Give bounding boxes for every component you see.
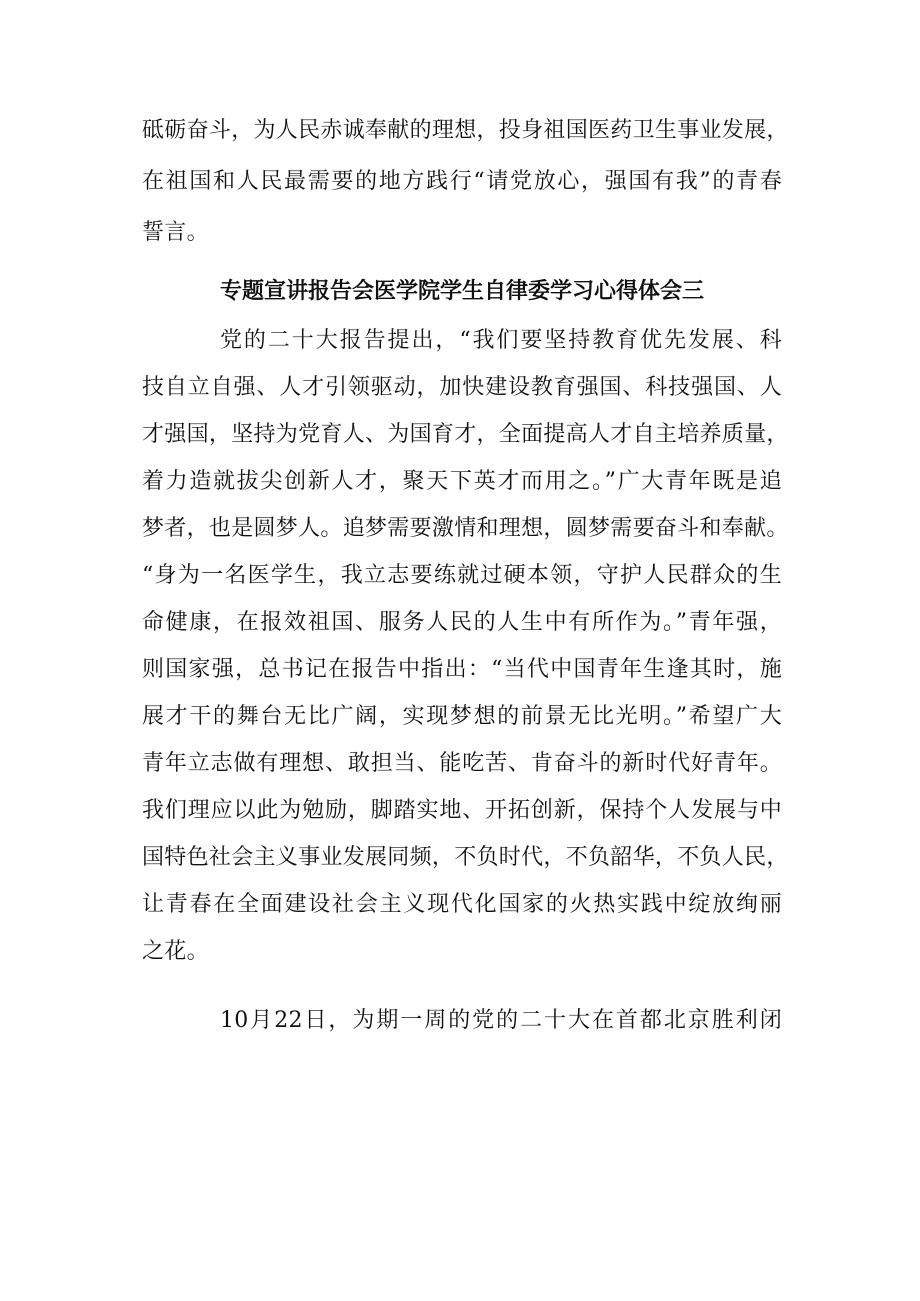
text-line: 才强国，坚持为党育人、为国育才，全面提高人才自主培养质量，	[142, 422, 789, 447]
text-line: 在祖国和人民最需要的地方践行“请党放心，强国有我”的青春	[142, 169, 782, 194]
text-line: 展才干的舞台无比广阔，实现梦想的前景无比光明。”希望广大	[142, 704, 782, 729]
text-line: 技自立自强、人才引领驱动，加快建设教育强国、科技强国、人	[142, 375, 782, 400]
text-line: 10月22日，为期一周的党的二十大在首都北京胜利闭	[220, 1008, 782, 1033]
text-line: 之花。	[142, 939, 209, 964]
text-line: 党的二十大报告提出，“我们要坚持教育优先发展、科	[220, 328, 782, 353]
text-line: 砥砺奋斗，为人民赤诚奉献的理想，投身祖国医药卫生事业发展，	[142, 118, 789, 143]
text-line: “身为一名医学生，我立志要练就过硬本领，守护人民群众的生	[142, 563, 782, 588]
text-line: 着力造就拔尖创新人才，聚天下英才而用之。”广大青年既是追	[142, 469, 782, 494]
text-line: 青年立志做有理想、敢担当、能吃苦、肯奋斗的新时代好青年。	[142, 751, 782, 776]
text-line: 誓言。	[142, 220, 209, 245]
section-title: 专题宣讲报告会医学院学生自律委学习心得体会三	[219, 279, 704, 304]
text-line: 国特色社会主义事业发展同频，不负时代，不负韶华，不负人民，	[142, 845, 789, 870]
text-line: 让青春在全面建设社会主义现代化国家的火热实践中绽放绚丽	[142, 892, 782, 917]
text-line: 则国家强，总书记在报告中指出：“当代中国青年生逢其时，施	[142, 657, 782, 682]
text-line: 我们理应以此为勉励，脚踏实地、开拓创新，保持个人发展与中	[142, 798, 782, 823]
text-line: 命健康，在报效祖国、服务人民的人生中有所作为。”青年强，	[142, 610, 782, 635]
text-line: 梦者，也是圆梦人。追梦需要激情和理想，圆梦需要奋斗和奉献。	[142, 516, 789, 541]
